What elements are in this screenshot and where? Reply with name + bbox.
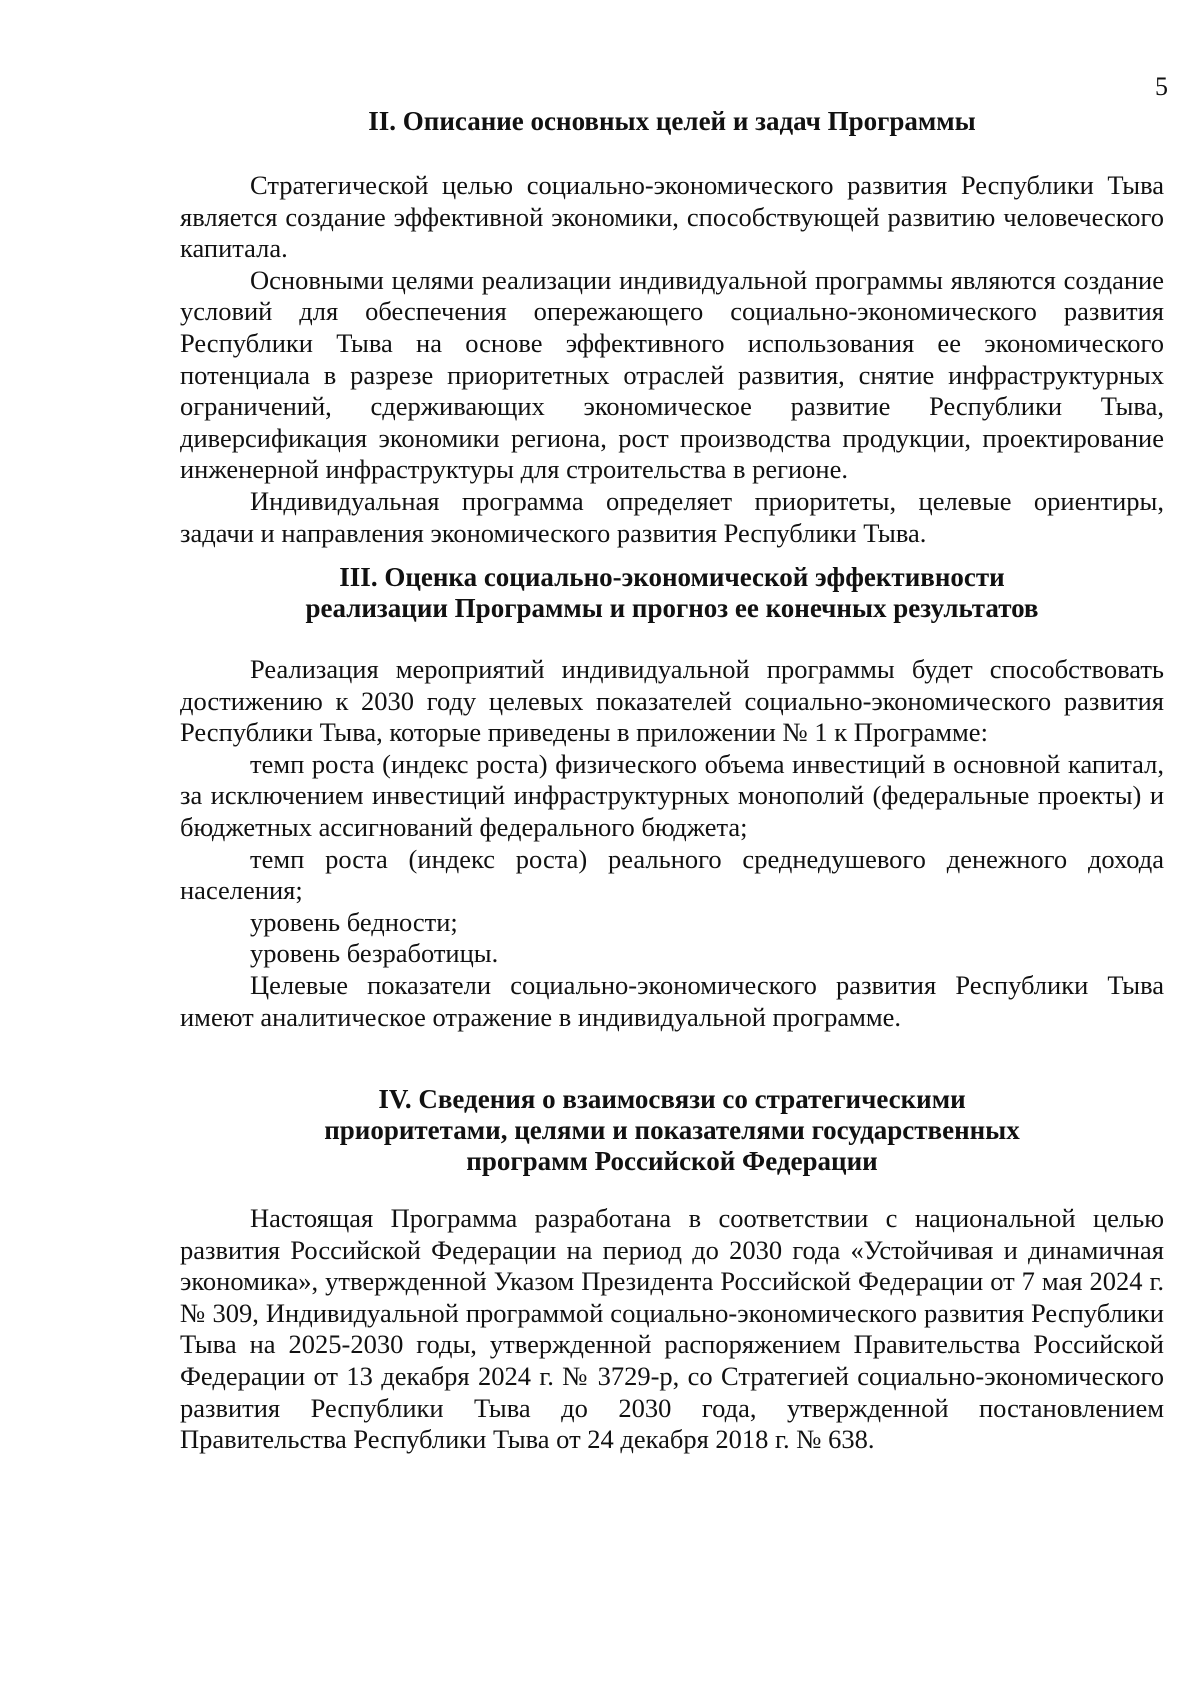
indicator-investment: темп роста (индекс роста) физического объема инвестиций в основной капитал, за исключением инвестиций инфраструктурных монополий (федеральные проекты) и бюджетных ассигнований федерального бюджета;: [180, 748, 1164, 842]
section-priorities-heading-line-1: IV. Сведения о взаимосвязи со стратегическими: [378, 1084, 966, 1114]
section-goals-paragraph-3: Индивидуальная программа определяет приоритеты, целевые ориентиры, задачи и направления экономического развития Республики Тыва.: [180, 485, 1164, 548]
section-efficiency-paragraph-1: Реализация мероприятий индивидуальной программы будет способствовать достижению к 2030 году целевых показателей социально-экономического развития Республики Тыва, которые приведены в приложении № 1 к Программе:: [180, 654, 1164, 748]
section-priorities-body: [180, 1203, 1164, 1456]
indicator-income: темп роста (индекс роста) реального среднедушевого денежного дохода населения;: [180, 843, 1164, 906]
section-efficiency: [180, 562, 1164, 624]
section-goals: [180, 106, 1164, 137]
section-efficiency-heading-line-2: реализации Программы и прогноз ее конечных результатов: [305, 593, 1039, 623]
section-priorities-heading: [180, 1084, 1164, 1177]
section-efficiency-body: [180, 654, 1164, 1033]
section-priorities-paragraph-1: Настоящая Программа разработана в соответствии с национальной целью развития Российской Федерации на период до 2030 года «Устойчивая и динамичная экономика», утвержденной Указом Президента Российской Федерации от 7 мая 2024 г. № 309, Индивидуальной программой социально-экономического развития Республики Тыва на 2025-2030 годы, утвержденной распоряжением Правительства Российской Федерации от 13 декабря 2024 г. № 3729-р, со Стратегией социально-экономического развития Республики Тыва до 2030 года, утвержденной постановлением Правительства Республики Тыва от 24 декабря 2018 г. № 638.: [180, 1203, 1164, 1455]
section-efficiency-heading-line-1: III. Оценка социально-экономической эффективности: [339, 562, 1005, 592]
page-number: 5: [1155, 72, 1168, 101]
section-priorities-heading-line-2: приоритетами, целями и показателями государственных: [324, 1115, 1020, 1145]
section-goals-paragraph-2: Основными целями реализации индивидуальной программы являются создание условий для обеспечения опережающего социально-экономического развития Республики Тыва на основе эффективного использования ее экономического потенциала в разрезе приоритетных отраслей развития, снятие инфраструктурных ограничений, сдерживающих экономическое развитие Республики Тыва, диверсификация экономики региона, рост производства продукции, проектирование инженерной инфраструктуры для строительства в регионе.: [180, 264, 1164, 485]
indicator-unemployment: уровень безработицы.: [250, 938, 499, 969]
section-priorities-heading-line-3: программ Российской Федерации: [466, 1146, 878, 1176]
section-goals-body: [180, 170, 1164, 549]
section-goals-heading: II. Описание основных целей и задач Программы: [368, 106, 976, 136]
section-goals-paragraph-1: Стратегической целью социально-экономического развития Республики Тыва является создание эффективной экономики, способствующей развитию человеческого капитала.: [180, 170, 1164, 264]
section-priorities: [180, 1084, 1164, 1177]
section-efficiency-heading: [180, 562, 1164, 624]
indicator-poverty: уровень бедности;: [250, 906, 458, 937]
section-efficiency-paragraph-last: Целевые показатели социально-экономического развития Республики Тыва имеют аналитическое отражение в индивидуальной программе.: [180, 969, 1164, 1032]
